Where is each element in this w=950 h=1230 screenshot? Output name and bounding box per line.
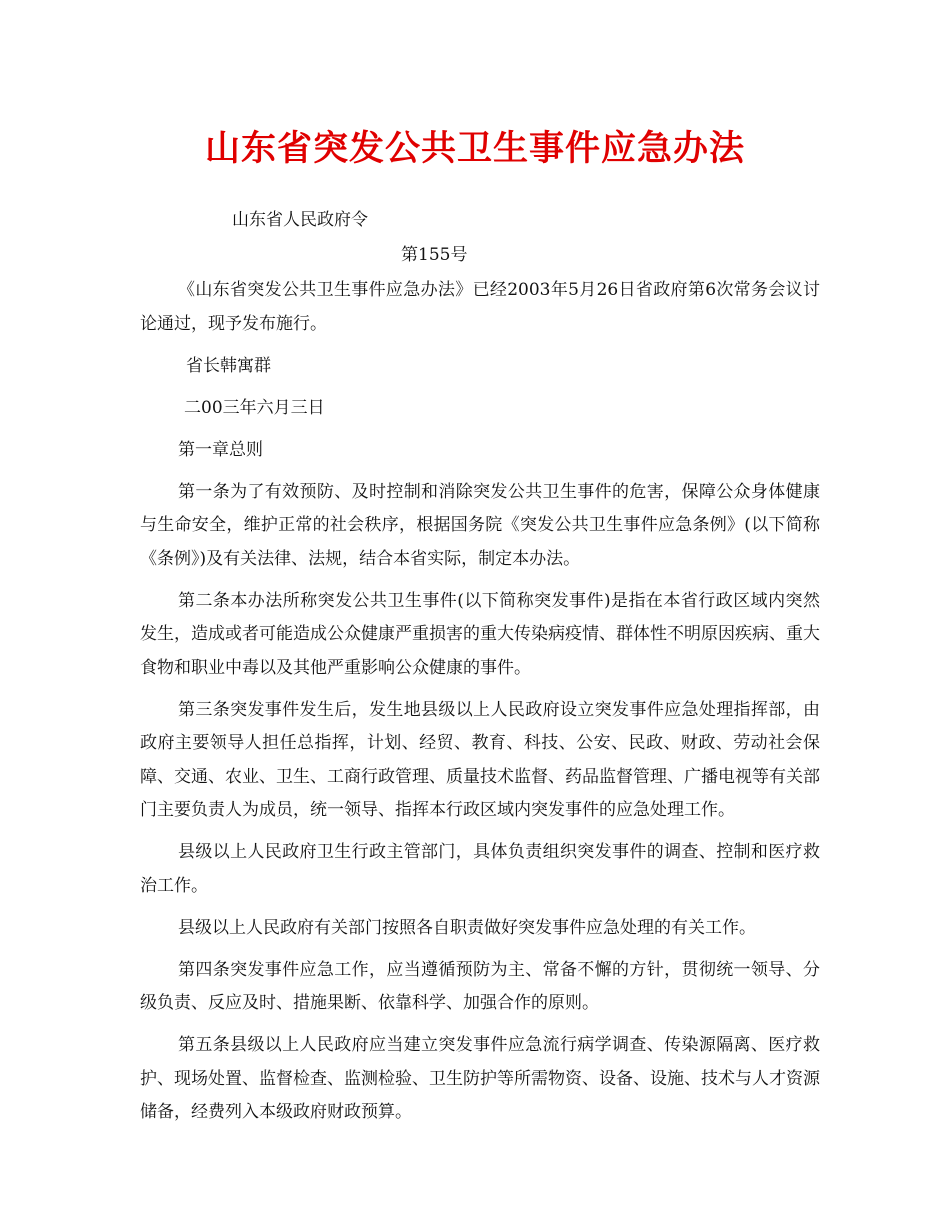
article-2: 第二条本办法所称突发公共卫生事件(以下简称突发事件)是指在本省行政区域内突然发生，造成或者可能造成公众健康严重损害的重大传染病疫情、群体性不明原因疾病、重大食物和职业中毒以及其他严重影响公众健康的事件。 <box>140 590 820 678</box>
article-4: 第四条突发事件应急工作，应当遵循预防为主、常备不懈的方针，贯彻统一领导、分级负责、反应及时、措施果断、依靠科学、加强合作的原则。 <box>140 959 820 1013</box>
decree-issuer: 山东省人民政府令 <box>232 210 368 230</box>
article-5: 第五条县级以上人民政府应当建立突发事件应急流行病学调查、传染源隔离、医疗救护、现场处置、监督检查、监测检验、卫生防护等所需物资、设备、设施、技术与人才资源储备，经费列入本级政府财政预算。 <box>140 1035 820 1122</box>
promulgation-paragraph: 《山东省突发公共卫生事件应急办法》已经2003年5月26日省政府第6次常务会议讨论通过，现予发布施行。 <box>140 280 820 334</box>
signatory: 省长韩寓群 <box>186 355 271 376</box>
chapter-heading: 第一章总则 <box>178 439 263 460</box>
decree-number: 第155号 <box>401 245 468 265</box>
article-3-clause-3: 县级以上人民政府有关部门按照各自职责做好突发事件应急处理的有关工作。 <box>178 917 756 938</box>
article-3-clause-2: 县级以上人民政府卫生行政主管部门，具体负责组织突发事件的调查、控制和医疗救治工作。 <box>140 842 820 896</box>
article-1: 第一条为了有效预防、及时控制和消除突发公共卫生事件的危害，保障公众身体健康与生命安全，维护正常的社会秩序，根据国务院《突发公共卫生事件应急条例》(以下简称《条例》)及有关法律、法规，结合本省实际，制定本办法。 <box>140 481 820 569</box>
document-title: 山东省突发公共卫生事件应急办法 <box>204 128 745 169</box>
issue-date: 二00三年六月三日 <box>184 397 325 418</box>
document-body <box>140 274 820 1138</box>
article-3: 第三条突发事件发生后，发生地县级以上人民政府设立突发事件应急处理指挥部，由政府主要领导人担任总指挥，计划、经贸、教育、科技、公安、民政、财政、劳动社会保障、交通、农业、卫生、工商行政管理、质量技术监督、药品监督管理、广播电视等有关部门主要负责人为成员，统一领导、指挥本行政区域内突发事件的应急处理工作。 <box>140 699 820 820</box>
